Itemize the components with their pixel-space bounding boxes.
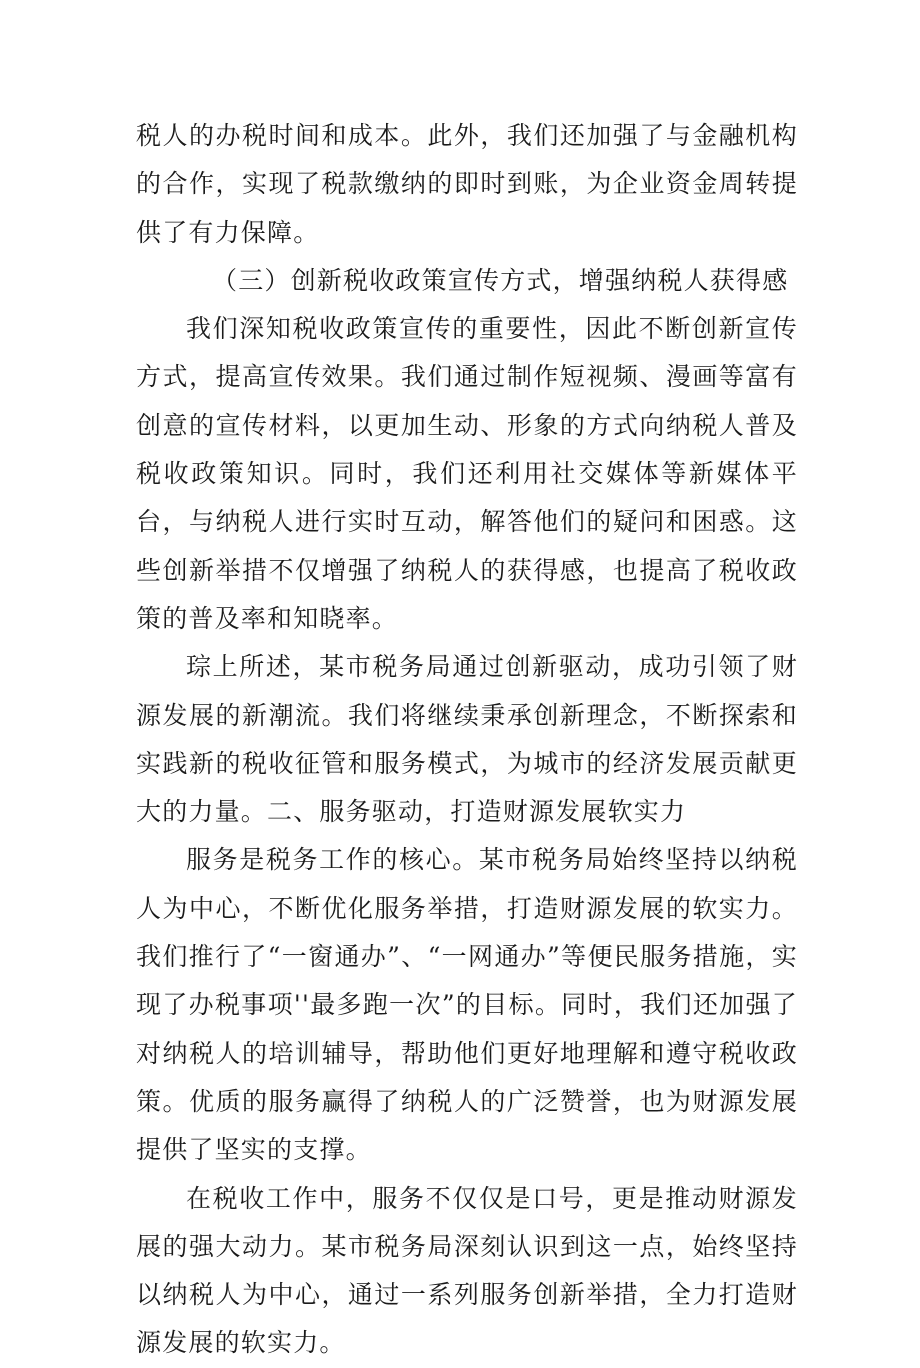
paragraph-summary: 琮上所述，某市税务局通过创新驱动，成功引领了财源发展的新潮流。我们将继续秉承创新理念，不断探索和实践新的税收征管和服务模式，为城市的经济发展贡献更大的力量。二、服务驱动，打造财源发展软实力 bbox=[136, 652, 798, 827]
document-body bbox=[136, 112, 798, 1368]
paragraph-service-core: 服务是税务工作的核心。某市税务局始终坚持以纳税人为中心，不断优化服务举措，打造财源发展的软实力。我们推行了“一窗通办”、“一网通办”等便民服务措施，实现了办税事项''最多跑一次”的目标。同时，我们还加强了对纳税人的培训辅导，帮助他们更好地理解和遵守税收政策。优质的服务赢得了纳税人的广泛赞誉，也为财源发展提供了坚实的支撑。 bbox=[136, 845, 798, 1165]
paragraph-continuation: 税人的办税时间和成本。此外，我们还加强了与金融机构的合作，实现了税款缴纳的即时到账，为企业资金周转提供了有力保障。 bbox=[136, 121, 798, 247]
section-heading: （三）创新税收政策宣传方式，增强纳税人获得感 bbox=[212, 265, 789, 295]
paragraph-policy-publicity: 我们深知税收政策宣传的重要性，因此不断创新宣传方式，提高宣传效果。我们通过制作短视频、漫画等富有创意的宣传材料，以更加生动、形象的方式向纳税人普及税收政策知识。同时，我们还利用社交媒体等新媒体平台，与纳税人进行实时互动，解答他们的疑问和困惑。这些创新举措不仅增强了纳税人的获得感，也提高了税收政策的普及率和知晓率。 bbox=[136, 314, 798, 633]
paragraph-service-power: 在税收工作中，服务不仅仅是口号，更是推动财源发展的强大动力。某市税务局深刻认识到这一点，始终坚持以纳税人为中心，通过一系列服务创新举措，全力打造财源发展的软实力。 bbox=[136, 1183, 798, 1358]
